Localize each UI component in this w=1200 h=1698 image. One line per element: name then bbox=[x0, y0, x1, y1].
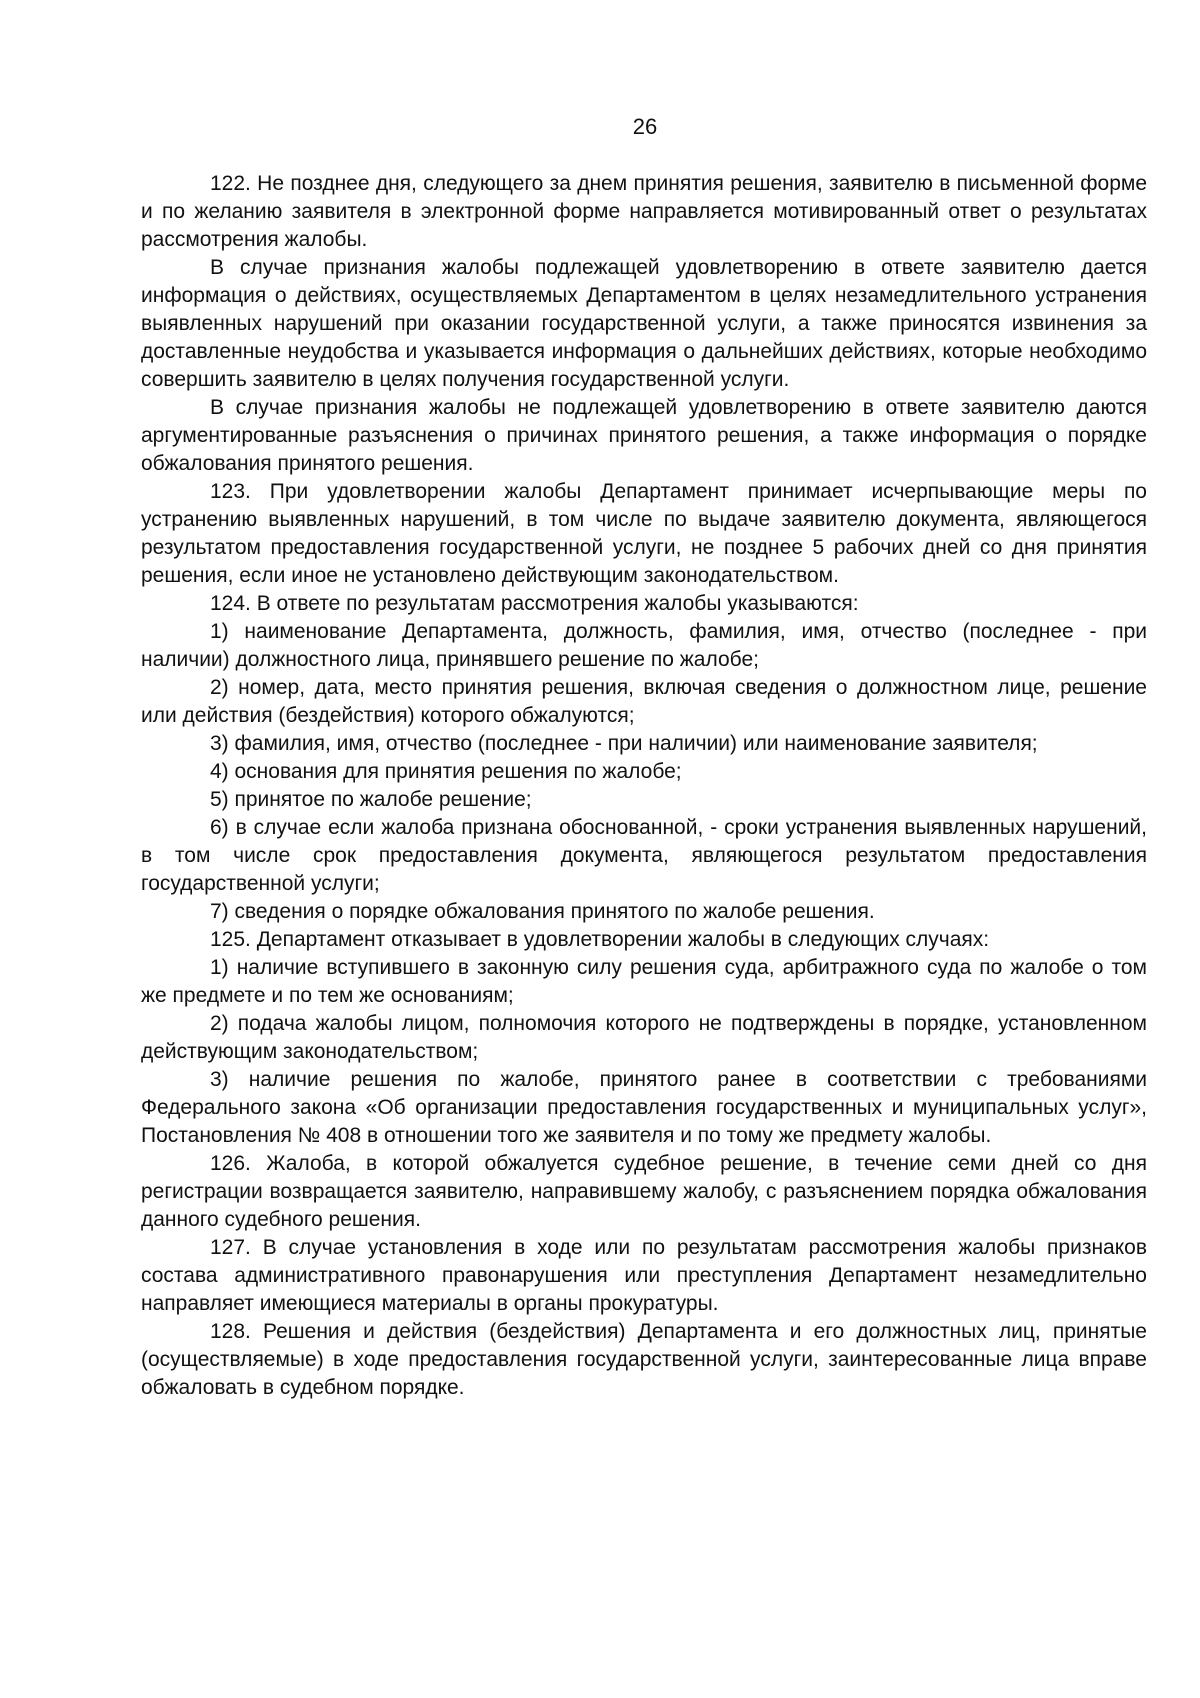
list-item-125-2: 2) подача жалобы лицом, полномочия которого не подтверждены в порядке, установленном действующим законодательством; bbox=[141, 1012, 1147, 1063]
paragraph-126: 126. Жалоба, в которой обжалуется судебное решение, в течение семи дней со дня регистрации возвращается заявителю, направившему жалобу, с разъяснением порядка обжалования данного судебного решения. bbox=[141, 1152, 1147, 1231]
list-item-124-4: 4) основания для принятия решения по жалобе; bbox=[210, 760, 682, 783]
paragraph-128: 128. Решения и действия (бездействия) Департамента и его должностных лиц, принятые (осуществляемые) в ходе предоставления государственной услуги, заинтересованные лица вправе обжаловать в судебном порядке. bbox=[141, 1320, 1147, 1399]
paragraph-123: 123. При удовлетворении жалобы Департамент принимает исчерпывающие меры по устранению выявленных нарушений, в том числе по выдаче заявителю документа, являющегося результатом предоставления государственной услуги, не позднее 5 рабочих дней со дня принятия решения, если иное не установлено действующим законодательством. bbox=[141, 480, 1147, 587]
paragraph-127: 127. В случае установления в ходе или по результатам рассмотрения жалобы признаков состава административного правонарушения или преступления Департамент незамедлительно направляет имеющиеся материалы в органы прокуратуры. bbox=[141, 1236, 1147, 1315]
list-item-124-5: 5) принятое по жалобе решение; bbox=[210, 788, 532, 811]
list-item-124-1: 1) наименование Департамента, должность, фамилия, имя, отчество (последнее - при наличии) должностного лица, принявшего решение по жалобе; bbox=[141, 620, 1147, 671]
list-item-124-3: 3) фамилия, имя, отчество (последнее - при наличии) или наименование заявителя; bbox=[210, 732, 1038, 755]
list-item-124-2: 2) номер, дата, место принятия решения, включая сведения о должностном лице, решение или действия (бездействия) которого обжалуются; bbox=[141, 676, 1147, 727]
paragraph-122-rejected: В случае признания жалобы не подлежащей удовлетворению в ответе заявителю даются аргументированные разъяснения о причинах принятого решения, а также информация о порядке обжалования принятого решения. bbox=[141, 396, 1147, 475]
document-body bbox=[141, 170, 1147, 1402]
paragraph-122-satisfied: В случае признания жалобы подлежащей удовлетворению в ответе заявителю дается информация о действиях, осуществляемых Департаментом в целях незамедлительного устранения выявленных нарушений при оказании государственной услуги, а также приносятся извинения за доставленные неудобства и указывается информация о дальнейших действиях, которые необходимо совершить заявителю в целях получения государственной услуги. bbox=[141, 256, 1147, 391]
paragraph-125: 125. Департамент отказывает в удовлетворении жалобы в следующих случаях: bbox=[210, 928, 990, 951]
list-item-124-6: 6) в случае если жалоба признана обоснованной, - сроки устранения выявленных нарушений, в том числе срок предоставления документа, являющегося результатом предоставления государственной услуги; bbox=[141, 816, 1147, 895]
list-item-125-3: 3) наличие решения по жалобе, принятого ранее в соответствии с требованиями Федерального закона «Об организации предоставления государственных и муниципальных услуг», Постановления № 408 в отношении того же заявителя и по тому же предмету жалобы. bbox=[141, 1068, 1147, 1147]
paragraph-122: 122. Не позднее дня, следующего за днем принятия решения, заявителю в письменной форме и по желанию заявителя в электронной форме направляется мотивированный ответ о результатах рассмотрения жалобы. bbox=[141, 172, 1147, 251]
list-item-125-1: 1) наличие вступившего в законную силу решения суда, арбитражного суда по жалобе о том же предмете и по тем же основаниям; bbox=[141, 956, 1147, 1007]
page-number: 26 bbox=[632, 114, 658, 139]
list-item-124-7: 7) сведения о порядке обжалования принятого по жалобе решения. bbox=[210, 900, 875, 923]
paragraph-124: 124. В ответе по результатам рассмотрения жалобы указываются: bbox=[210, 592, 859, 615]
